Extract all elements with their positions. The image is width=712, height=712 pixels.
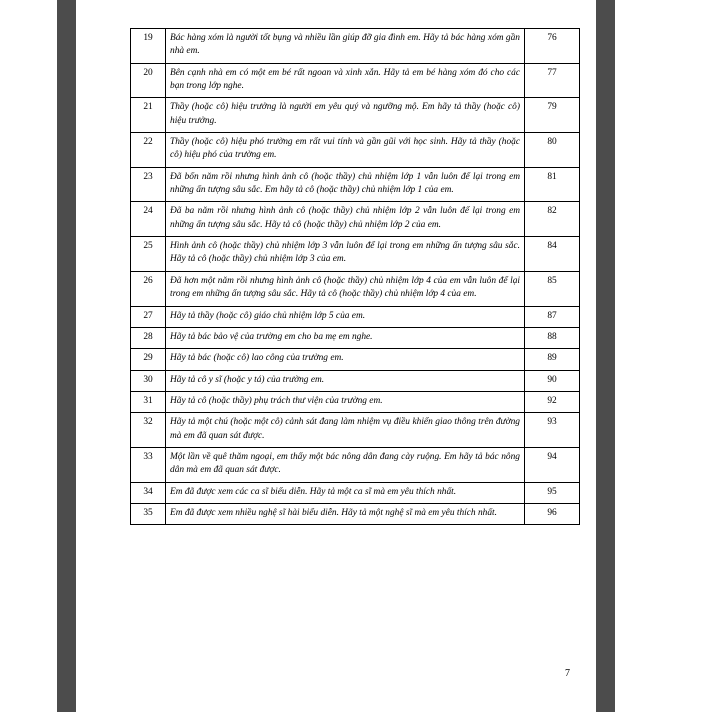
row-number: 32 (131, 413, 166, 448)
row-page: 77 (525, 63, 580, 98)
row-number: 31 (131, 391, 166, 412)
row-number: 35 (131, 503, 166, 524)
table-row (131, 271, 580, 306)
row-page: 84 (525, 237, 580, 272)
row-text: Hãy tả thầy (hoặc cô) giáo chủ nhiệm lớp 5 của em. (166, 306, 525, 327)
table-row (131, 29, 580, 64)
row-page: 76 (525, 29, 580, 64)
table-row (131, 327, 580, 348)
table-row (131, 306, 580, 327)
row-page: 88 (525, 327, 580, 348)
table-row (131, 133, 580, 168)
row-text: Đã bốn năm rồi nhưng hình ảnh cô (hoặc thầy) chủ nhiệm lớp 1 vẫn luôn để lại trong em những ấn tượng sâu sắc. Em hãy tả cô (hoặc thầy) chủ nhiệm lớp 1 của em. (166, 167, 525, 202)
row-page: 95 (525, 482, 580, 503)
table-row (131, 167, 580, 202)
table-row (131, 391, 580, 412)
row-number: 28 (131, 327, 166, 348)
row-text: Hãy tả một chú (hoặc một cô) cảnh sát đang làm nhiệm vụ điều khiển giao thông trên đường mà em đã quan sát được. (166, 413, 525, 448)
book-gutter-right (596, 0, 615, 712)
row-text: Bên cạnh nhà em có một em bé rất ngoan và xinh xắn. Hãy tả em bé hàng xóm đó cho các bạn trong lớp nghe. (166, 63, 525, 98)
row-text: Hãy tả bác (hoặc cô) lao công của trường em. (166, 349, 525, 370)
row-text: Một lần về quê thăm ngoại, em thấy một bác nông dân đang cày ruộng. Em hãy tả bác nông dân mà em đã quan sát được. (166, 447, 525, 482)
row-number: 26 (131, 271, 166, 306)
row-number: 27 (131, 306, 166, 327)
page-number: 7 (565, 668, 570, 679)
row-number: 24 (131, 202, 166, 237)
row-number: 29 (131, 349, 166, 370)
row-text: Bác hàng xóm là người tốt bụng và nhiều lần giúp đỡ gia đình em. Hãy tả bác hàng xóm gần nhà em. (166, 29, 525, 64)
row-text: Hãy tả cô y sĩ (hoặc y tá) của trường em. (166, 370, 525, 391)
row-number: 22 (131, 133, 166, 168)
row-text: Thầy (hoặc cô) hiệu trưởng là người em yêu quý và ngưỡng mộ. Em hãy tả thầy (hoặc cô) hiệu trưởng. (166, 98, 525, 133)
row-page: 90 (525, 370, 580, 391)
table-row (131, 98, 580, 133)
table-row (131, 349, 580, 370)
row-page: 87 (525, 306, 580, 327)
row-number: 23 (131, 167, 166, 202)
table-row (131, 413, 580, 448)
row-page: 81 (525, 167, 580, 202)
row-number: 30 (131, 370, 166, 391)
row-number: 33 (131, 447, 166, 482)
row-page: 79 (525, 98, 580, 133)
row-number: 25 (131, 237, 166, 272)
table-row (131, 202, 580, 237)
row-text: Đã hơn một năm rồi nhưng hình ảnh cô (hoặc thầy) chủ nhiệm lớp 4 của em vẫn luôn để lại trong em những ấn tượng sâu sắc. Hãy tả cô (hoặc thầy) chủ nhiệm lớp 4 của em. (166, 271, 525, 306)
table-body (131, 29, 580, 525)
table-row (131, 482, 580, 503)
table-row (131, 370, 580, 391)
row-page: 92 (525, 391, 580, 412)
row-number: 20 (131, 63, 166, 98)
row-page: 82 (525, 202, 580, 237)
row-text: Em đã được xem nhiều nghệ sĩ hài biểu diễn. Hãy tả một nghệ sĩ mà em yêu thích nhất. (166, 503, 525, 524)
row-text: Em đã được xem các ca sĩ biểu diễn. Hãy tả một ca sĩ mà em yêu thích nhất. (166, 482, 525, 503)
table-row (131, 63, 580, 98)
row-number: 19 (131, 29, 166, 64)
row-page: 85 (525, 271, 580, 306)
row-text: Thầy (hoặc cô) hiệu phó trường em rất vui tính và gần gũi với học sinh. Hãy tả thầy (hoặc cô) hiệu phó của trường em. (166, 133, 525, 168)
book-gutter-left (57, 0, 76, 712)
row-text: Hình ảnh cô (hoặc thầy) chủ nhiệm lớp 3 vẫn luôn để lại trong em những ấn tượng sâu sắc. Hãy tả cô (hoặc thầy) chủ nhiệm lớp 3 của em. (166, 237, 525, 272)
row-text: Hãy tả cô (hoặc thầy) phụ trách thư viện của trường em. (166, 391, 525, 412)
row-page: 94 (525, 447, 580, 482)
table-row (131, 237, 580, 272)
row-page: 93 (525, 413, 580, 448)
table-row (131, 447, 580, 482)
page-sheet (76, 0, 596, 712)
exercise-list-table (130, 28, 580, 525)
row-text: Hãy tả bác bảo vệ của trường em cho ba mẹ em nghe. (166, 327, 525, 348)
row-page: 80 (525, 133, 580, 168)
table-row (131, 503, 580, 524)
row-text: Đã ba năm rồi nhưng hình ảnh cô (hoặc thầy) chủ nhiệm lớp 2 vẫn luôn để lại trong em những ấn tượng sâu sắc. Hãy tả cô (hoặc thầy) chủ nhiệm lớp 2 của em. (166, 202, 525, 237)
row-number: 34 (131, 482, 166, 503)
row-page: 89 (525, 349, 580, 370)
row-number: 21 (131, 98, 166, 133)
row-page: 96 (525, 503, 580, 524)
